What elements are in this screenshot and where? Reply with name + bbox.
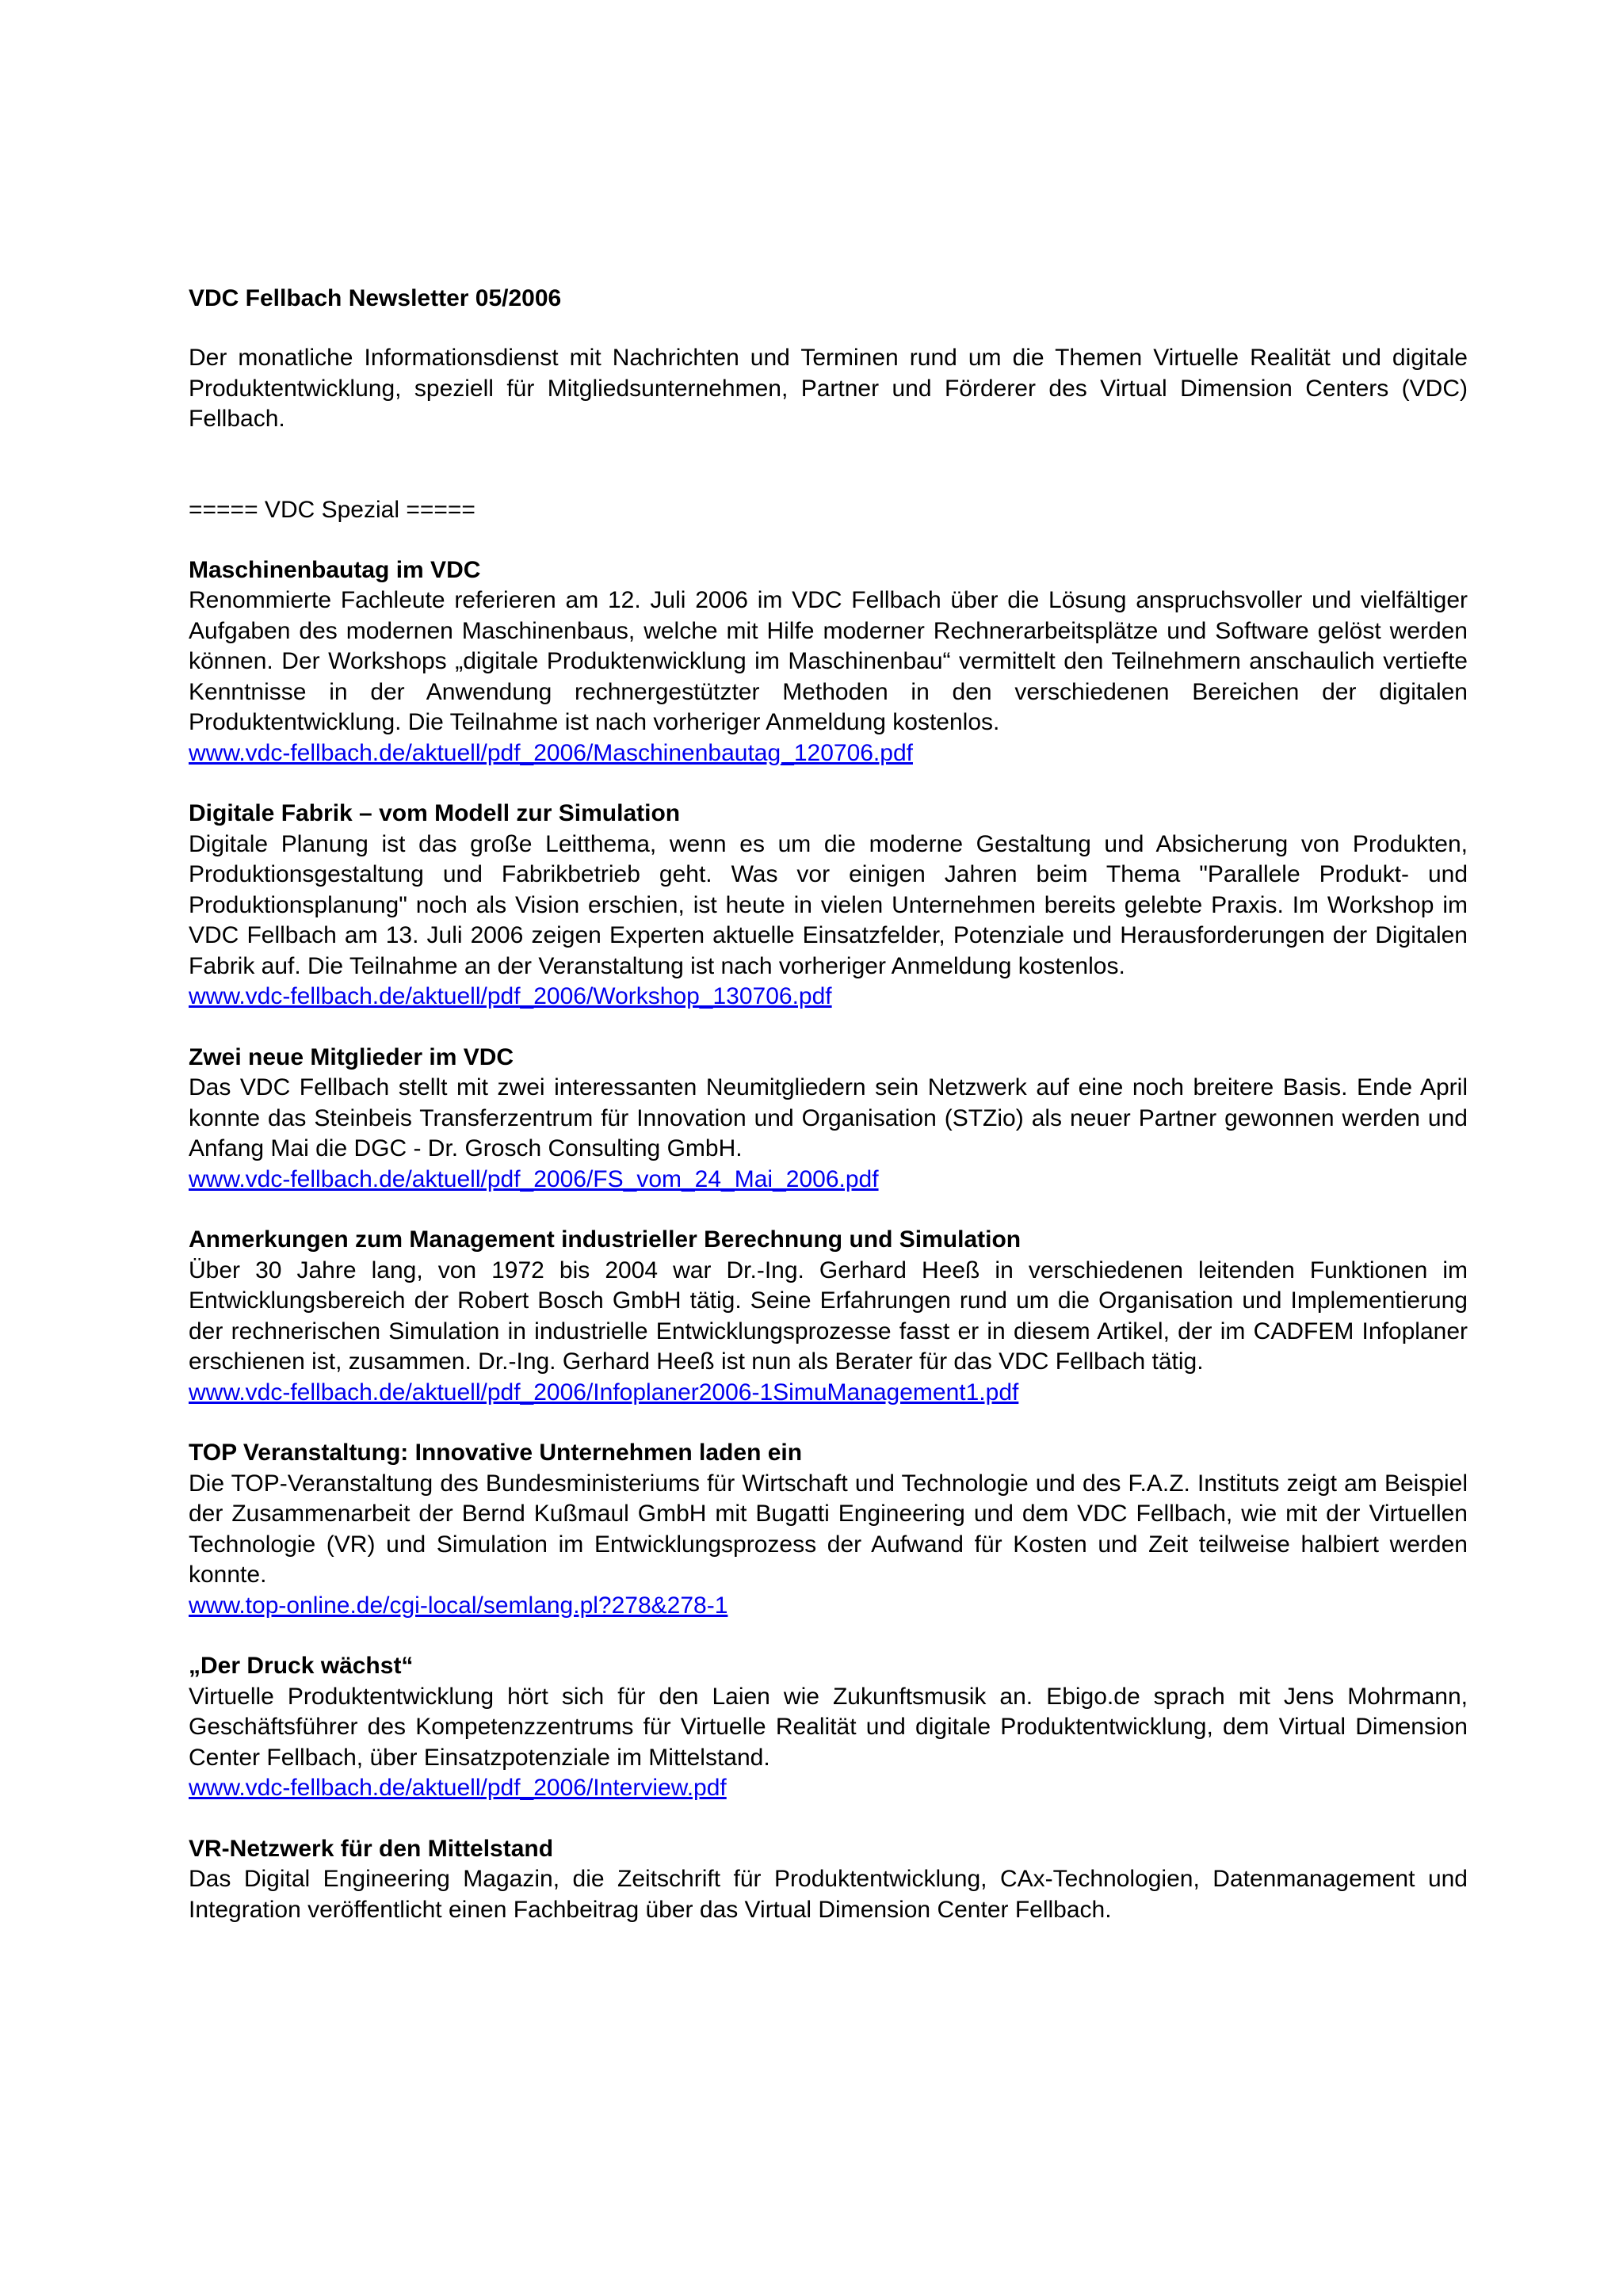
article-neue-mitglieder <box>189 1043 1468 1196</box>
article-body: Digitale Planung ist das große Leitthema, wenn es um die moderne Gestaltung und Absicherung von Produkten, Produktionsgestaltung und Fabrikbetrieb geht. Was vor einigen Jahren beim Thema "Parallele Produkt- und Produktionsplanung" noch als Vision erschien, ist heute in vielen Unternehmen bereits gelebte Praxis. Im Workshop im VDC Fellbach am 13. Juli 2006 zeigen Experten aktuelle Einsatzfelder, Potenziale und Herausforderungen der Digitalen Fabrik auf. Die Teilnahme an der Veranstaltung ist nach vorheriger Anmeldung kostenlos. <box>189 830 1468 979</box>
newsletter-title: VDC Fellbach Newsletter 05/2006 <box>189 285 562 311</box>
article-title: Anmerkungen zum Management industrieller Berechnung und Simulation <box>189 1226 1022 1253</box>
article-maschinenbautag <box>189 555 1468 769</box>
article-title: VR-Netzwerk für den Mittelstand <box>189 1835 554 1862</box>
article-druck-waechst <box>189 1651 1468 1804</box>
article-body: Renommierte Fachleute referieren am 12. Juli 2006 im VDC Fellbach über die Lösung anspruchsvoller und vielfältiger Aufgaben des modernen Maschinenbaus, welche mit Hilfe moderner Rechnerarbeitsplätze und Software gelöst werden können. Der Workshops „digitale Produktenwicklung im Maschinenbau“ vermittelt den Teilnehmern anschaulich vertiefte Kenntnisse in der Anwendung rechnergestützter Methoden in den verschiedenen Bereichen der digitalen Produktentwicklung. Die Teilnahme ist nach vorheriger Anmeldung kostenlos. <box>189 587 1468 735</box>
newsletter-page <box>189 284 1468 1955</box>
article-link[interactable]: www.top-online.de/cgi-local/semlang.pl?278&278-1 <box>189 1592 728 1619</box>
article-link[interactable]: www.vdc-fellbach.de/aktuell/pdf_2006/Maschinenbautag_120706.pdf <box>189 739 913 766</box>
article-title: Maschinenbautag im VDC <box>189 556 481 583</box>
article-top-veranstaltung <box>189 1438 1468 1621</box>
article-body: Virtuelle Produktentwicklung hört sich für den Laien wie Zukunftsmusik an. Ebigo.de sprach mit Jens Mohrmann, Geschäftsführer des Kompetenzzentrums für Virtuelle Realität und digitale Produktentwicklung, dem Virtual Dimension Center Fellbach, über Einsatzpotenziale im Mittelstand. <box>189 1683 1468 1771</box>
article-body: Das Digital Engineering Magazin, die Zeitschrift für Produktentwicklung, CAx-Technologien, Datenmanagement und Integration veröffentlicht einen Fachbeitrag über das Virtual Dimension Center Fellbach. <box>189 1866 1468 1923</box>
section-marker: ===== VDC Spezial ===== <box>189 496 475 523</box>
article-title: Zwei neue Mitglieder im VDC <box>189 1043 514 1070</box>
article-digitale-fabrik <box>189 799 1468 1013</box>
article-title: „Der Druck wächst“ <box>189 1653 414 1679</box>
article-body: Über 30 Jahre lang, von 1972 bis 2004 war Dr.-Ing. Gerhard Heeß in verschiedenen leitenden Funktionen im Entwicklungsbereich der Robert Bosch GmbH tätig. Seine Erfahrungen rund um die Organisation und Implementierung der rechnerischen Simulation in industrielle Entwicklungsprozesse fasst er in diesem Artikel, der im CADFEM Infoplaner erschienen ist, zusammen. Dr.-Ing. Gerhard Heeß ist nun als Berater für das VDC Fellbach tätig. <box>189 1257 1468 1375</box>
article-title: TOP Veranstaltung: Innovative Unternehmen laden ein <box>189 1440 803 1466</box>
article-link[interactable]: www.vdc-fellbach.de/aktuell/pdf_2006/Interview.pdf <box>189 1775 727 1801</box>
article-vr-netzwerk <box>189 1834 1468 1926</box>
article-link[interactable]: www.vdc-fellbach.de/aktuell/pdf_2006/Infoplaner2006-1SimuManagement1.pdf <box>189 1379 1019 1405</box>
article-body: Das VDC Fellbach stellt mit zwei interessanten Neumitgliedern sein Netzwerk auf eine noch breitere Basis. Ende April konnte das Steinbeis Transferzentrum für Innovation und Organisation (STZio) als neuer Partner gewonnen werden und Anfang Mai die DGC - Dr. Grosch Consulting GmbH. <box>189 1074 1468 1161</box>
article-link[interactable]: www.vdc-fellbach.de/aktuell/pdf_2006/Workshop_130706.pdf <box>189 983 832 1009</box>
article-title: Digitale Fabrik – vom Modell zur Simulation <box>189 800 681 826</box>
article-body: Die TOP-Veranstaltung des Bundesministeriums für Wirtschaft und Technologie und des F.A.Z. Instituts zeigt am Beispiel der Zusammenarbeit der Bernd Kußmaul GmbH mit Bugatti Engineering und dem VDC Fellbach, wie mit der Virtuellen Technologie (VR) und Simulation im Entwicklungsprozess der Aufwand für Kosten und Zeit teilweise halbiert werden konnte. <box>189 1470 1468 1588</box>
newsletter-intro: Der monatliche Informationsdienst mit Nachrichten und Terminen rund um die Themen Virtuelle Realität und digitale Produktentwicklung, speziell für Mitgliedsunternehmen, Partner und Förderer des Virtual Dimension Centers (VDC) Fellbach. <box>189 345 1468 432</box>
article-management-simulation <box>189 1225 1468 1408</box>
article-link[interactable]: www.vdc-fellbach.de/aktuell/pdf_2006/FS_vom_24_Mai_2006.pdf <box>189 1165 879 1192</box>
